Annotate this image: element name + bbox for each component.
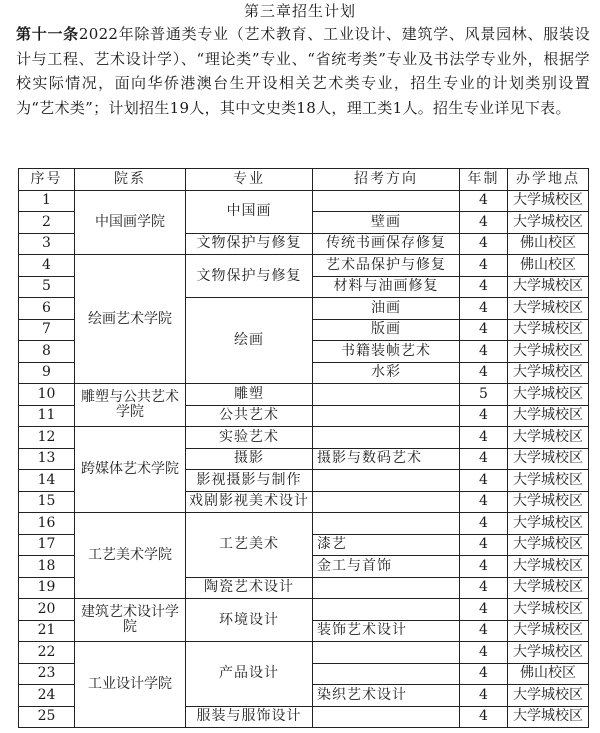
direction-cell: 摄影与数码艺术 <box>313 448 460 470</box>
row-number: 18 <box>19 556 75 578</box>
article-text: 2022年除普通类专业（艺术教育、工业设计、建筑学、风景园林、服装设计与工程、艺术设计学）、“理论类”专业、“省统考类”专业及书法学专业外，根据学校实际情况，面向华侨港澳台生开设相关艺术类专业，招生专业的计划类别设置为“艺术类”；计划招生19人，其中文史类18人，理工类1人。招生专业详见下表。 <box>16 25 590 117</box>
years-cell: 4 <box>460 362 508 384</box>
direction-cell: 书籍装帧艺术 <box>313 341 460 363</box>
major-cell: 戏剧影视美术设计 <box>186 491 313 513</box>
major-cell: 文物保护与修复 <box>186 255 313 298</box>
department-cell: 工业设计学院 <box>75 642 186 728</box>
location-cell: 佛山校区 <box>508 255 589 277</box>
row-number: 6 <box>19 298 75 320</box>
location-cell: 大学城校区 <box>508 405 589 427</box>
row-number: 10 <box>19 384 75 406</box>
direction-cell: 水彩 <box>313 362 460 384</box>
years-cell: 5 <box>460 384 508 406</box>
years-cell: 4 <box>460 685 508 707</box>
row-number: 5 <box>19 276 75 298</box>
enrollment-table <box>18 168 589 728</box>
row-number: 12 <box>19 427 75 449</box>
location-cell: 大学城校区 <box>508 599 589 621</box>
years-cell: 4 <box>460 577 508 599</box>
direction-cell: 染织艺术设计 <box>313 685 460 707</box>
direction-cell <box>313 384 460 406</box>
location-cell: 佛山校区 <box>508 233 589 255</box>
direction-cell: 艺术品保护与修复 <box>313 255 460 277</box>
location-cell: 大学城校区 <box>508 577 589 599</box>
major-cell: 影视摄影与制作 <box>186 470 313 492</box>
years-cell: 4 <box>460 427 508 449</box>
direction-cell <box>313 663 460 685</box>
department-cell: 建筑艺术设计学院 <box>75 599 186 642</box>
years-cell: 4 <box>460 255 508 277</box>
major-cell: 公共艺术 <box>186 405 313 427</box>
row-number: 2 <box>19 212 75 234</box>
location-cell: 大学城校区 <box>508 298 589 320</box>
article-label: 第十一条 <box>16 25 79 43</box>
row-number: 20 <box>19 599 75 621</box>
major-cell: 陶瓷艺术设计 <box>186 577 313 599</box>
years-cell: 4 <box>460 341 508 363</box>
row-number: 11 <box>19 405 75 427</box>
years-cell: 4 <box>460 190 508 212</box>
row-number: 7 <box>19 319 75 341</box>
table-row <box>19 427 589 449</box>
department-cell: 中国画学院 <box>75 190 186 255</box>
location-cell: 佛山校区 <box>508 663 589 685</box>
table-row <box>19 255 589 277</box>
direction-cell <box>313 706 460 728</box>
header-direction: 招考方向 <box>313 169 460 191</box>
row-number: 22 <box>19 642 75 664</box>
chapter-title: 第三章招生计划 <box>243 2 356 20</box>
years-cell: 4 <box>460 405 508 427</box>
direction-cell <box>313 599 460 621</box>
location-cell: 大学城校区 <box>508 448 589 470</box>
years-cell: 4 <box>460 470 508 492</box>
location-cell: 大学城校区 <box>508 491 589 513</box>
table-row <box>19 513 589 535</box>
major-cell: 中国画 <box>186 190 313 233</box>
direction-cell <box>313 642 460 664</box>
table-row <box>19 190 589 212</box>
direction-cell <box>313 427 460 449</box>
article-paragraph <box>16 22 590 120</box>
table-row <box>19 599 589 621</box>
years-cell: 4 <box>460 276 508 298</box>
major-cell: 雕塑 <box>186 384 313 406</box>
row-number: 16 <box>19 513 75 535</box>
location-cell: 大学城校区 <box>508 685 589 707</box>
years-cell: 4 <box>460 212 508 234</box>
row-number: 19 <box>19 577 75 599</box>
direction-cell: 版画 <box>313 319 460 341</box>
row-number: 13 <box>19 448 75 470</box>
direction-cell <box>313 491 460 513</box>
years-cell: 4 <box>460 599 508 621</box>
location-cell: 大学城校区 <box>508 706 589 728</box>
location-cell: 大学城校区 <box>508 513 589 535</box>
header-location: 办学地点 <box>508 169 589 191</box>
row-number: 4 <box>19 255 75 277</box>
direction-cell: 漆艺 <box>313 534 460 556</box>
row-number: 3 <box>19 233 75 255</box>
years-cell: 4 <box>460 620 508 642</box>
major-cell: 产品设计 <box>186 642 313 707</box>
location-cell: 大学城校区 <box>508 620 589 642</box>
location-cell: 大学城校区 <box>508 470 589 492</box>
direction-cell <box>313 470 460 492</box>
table-row <box>19 642 589 664</box>
header-department: 院系 <box>75 169 186 191</box>
header-major: 专业 <box>186 169 313 191</box>
years-cell: 4 <box>460 556 508 578</box>
header-number: 序号 <box>19 169 75 191</box>
location-cell: 大学城校区 <box>508 276 589 298</box>
direction-cell: 壁画 <box>313 212 460 234</box>
row-number: 8 <box>19 341 75 363</box>
row-number: 1 <box>19 190 75 212</box>
years-cell: 4 <box>460 491 508 513</box>
direction-cell <box>313 190 460 212</box>
years-cell: 4 <box>460 663 508 685</box>
years-cell: 4 <box>460 513 508 535</box>
department-cell: 绘画艺术学院 <box>75 255 186 384</box>
row-number: 24 <box>19 685 75 707</box>
location-cell: 大学城校区 <box>508 319 589 341</box>
major-cell: 实验艺术 <box>186 427 313 449</box>
direction-cell: 金工与首饰 <box>313 556 460 578</box>
row-number: 14 <box>19 470 75 492</box>
location-cell: 大学城校区 <box>508 427 589 449</box>
location-cell: 大学城校区 <box>508 362 589 384</box>
major-cell: 服装与服饰设计 <box>186 706 313 728</box>
major-cell: 绘画 <box>186 298 313 384</box>
major-cell: 工艺美术 <box>186 513 313 578</box>
department-cell: 工艺美术学院 <box>75 513 186 599</box>
years-cell: 4 <box>460 298 508 320</box>
location-cell: 大学城校区 <box>508 190 589 212</box>
department-cell: 雕塑与公共艺术学院 <box>75 384 186 427</box>
row-number: 15 <box>19 491 75 513</box>
years-cell: 4 <box>460 233 508 255</box>
location-cell: 大学城校区 <box>508 642 589 664</box>
years-cell: 4 <box>460 534 508 556</box>
years-cell: 4 <box>460 319 508 341</box>
table-row <box>19 384 589 406</box>
header-years: 年制 <box>460 169 508 191</box>
direction-cell <box>313 577 460 599</box>
years-cell: 4 <box>460 706 508 728</box>
years-cell: 4 <box>460 642 508 664</box>
location-cell: 大学城校区 <box>508 212 589 234</box>
direction-cell: 材料与油画修复 <box>313 276 460 298</box>
major-cell: 摄影 <box>186 448 313 470</box>
row-number: 17 <box>19 534 75 556</box>
row-number: 25 <box>19 706 75 728</box>
years-cell: 4 <box>460 448 508 470</box>
location-cell: 大学城校区 <box>508 556 589 578</box>
location-cell: 大学城校区 <box>508 384 589 406</box>
direction-cell: 油画 <box>313 298 460 320</box>
row-number: 9 <box>19 362 75 384</box>
location-cell: 大学城校区 <box>508 341 589 363</box>
department-cell: 跨媒体艺术学院 <box>75 427 186 513</box>
direction-cell <box>313 405 460 427</box>
row-number: 23 <box>19 663 75 685</box>
major-cell: 环境设计 <box>186 599 313 642</box>
direction-cell: 传统书画保存修复 <box>313 233 460 255</box>
direction-cell <box>313 513 460 535</box>
location-cell: 大学城校区 <box>508 534 589 556</box>
row-number: 21 <box>19 620 75 642</box>
table-header-row <box>19 169 589 191</box>
major-cell: 文物保护与修复 <box>186 233 313 255</box>
direction-cell: 装饰艺术设计 <box>313 620 460 642</box>
